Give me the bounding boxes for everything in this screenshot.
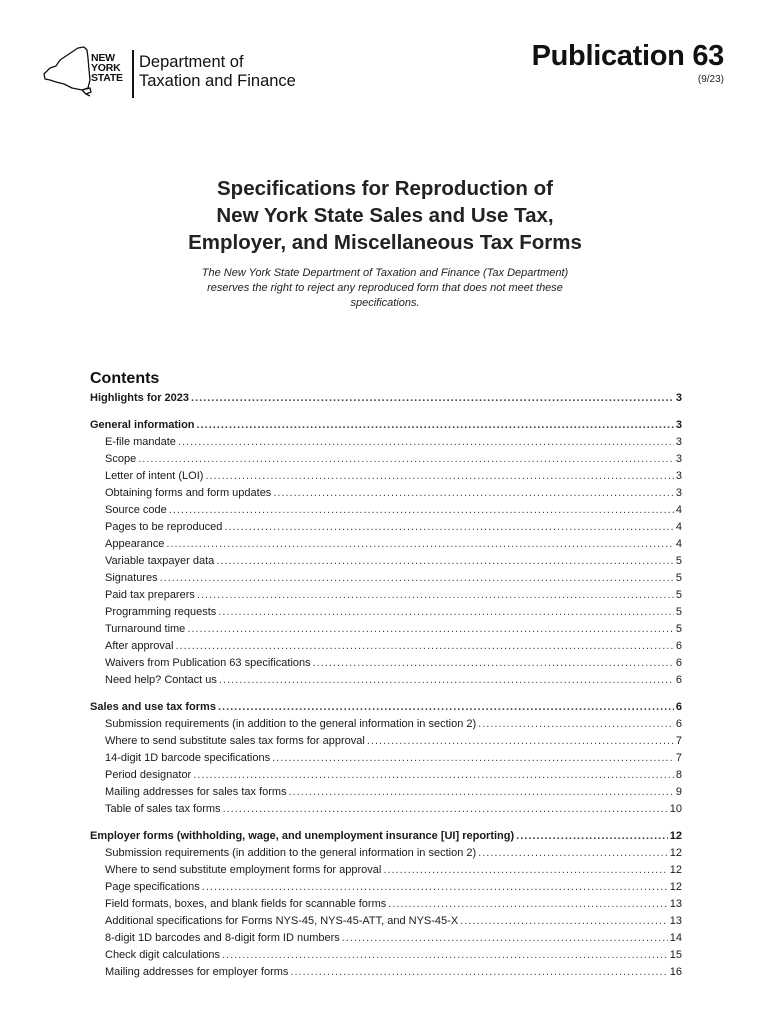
contents-heading: Contents (90, 370, 160, 387)
toc-entry[interactable] (90, 964, 682, 981)
dot-leader (187, 621, 674, 638)
dot-leader (313, 655, 674, 672)
dot-leader (272, 750, 674, 767)
toc-entry-page-number: 3 (675, 487, 682, 499)
toc-entry[interactable] (90, 638, 682, 655)
intro-line-1: The New York State Department of Taxation and Finance (Tax Department) (201, 267, 569, 279)
dot-leader (460, 913, 668, 930)
page-header (0, 0, 770, 110)
logo-divider (132, 50, 134, 98)
toc-entry-label: E-file mandate (105, 436, 176, 448)
logo-line-new: NEW (91, 52, 115, 64)
toc-entry-page-number: 5 (675, 589, 682, 601)
toc-entry-label: Page specifications (105, 881, 200, 893)
toc-entry-page-number: 3 (675, 392, 682, 404)
dot-leader (218, 604, 674, 621)
toc-entry-page-number: 13 (669, 915, 682, 927)
toc-entry-label: After approval (105, 640, 174, 652)
toc-entry-page-number: 14 (669, 932, 682, 944)
toc-entry-label: Submission requirements (in addition to the general information in section 2) (105, 847, 477, 859)
toc-entry-label: Period designator (105, 769, 192, 781)
new-york-state-map-icon (42, 44, 92, 100)
toc-entry-label: Letter of intent (LOI) (105, 470, 204, 482)
department-name (139, 53, 296, 91)
dot-leader (516, 828, 668, 845)
toc-entry-label: Field formats, boxes, and blank fields for scannable forms (105, 898, 387, 910)
toc-entry-label: 8-digit 1D barcodes and 8-digit form ID numbers (105, 932, 340, 944)
toc-entry-page-number: 12 (669, 847, 682, 859)
toc-entry-label: Scope (105, 453, 137, 465)
publication-date: (9/23) (697, 74, 724, 85)
toc-entry[interactable] (90, 519, 682, 536)
toc-entry-label: Variable taxpayer data (105, 555, 215, 567)
toc-entry-page-number: 5 (675, 606, 682, 618)
dot-leader (290, 964, 667, 981)
toc-entry-page-number: 7 (675, 752, 682, 764)
toc-entry-page-number: 6 (675, 674, 682, 686)
toc-entry[interactable] (90, 750, 682, 767)
title-line-3: Employer, and Miscellaneous Tax Forms (188, 231, 582, 254)
logo-line-state: STATE (91, 72, 123, 84)
toc-entry-label: Check digit calculations (105, 949, 220, 961)
toc-section-heading[interactable] (90, 699, 682, 716)
toc-entry-label: Need help? Contact us (105, 674, 217, 686)
toc-entry[interactable] (90, 451, 682, 468)
intro-line-2: reserves the right to reject any reproduced form that does not meet these (207, 282, 563, 294)
intro-line-3: specifications. (350, 297, 420, 309)
toc-entry-page-number: 15 (669, 949, 682, 961)
toc-entry-page-number: 3 (675, 470, 682, 482)
nys-logo-text (91, 53, 123, 83)
dot-leader (367, 733, 674, 750)
toc-entry-label: 14-digit 1D barcode specifications (105, 752, 271, 764)
toc-entry-label: Mailing addresses for employer forms (105, 966, 289, 978)
dot-leader (224, 519, 673, 536)
toc-entry-page-number: 5 (675, 623, 682, 635)
toc-entry-label: Employer forms (withholding, wage, and unemployment insurance [UI] reporting) (90, 830, 515, 842)
toc-entry-label: Paid tax preparers (105, 589, 195, 601)
dot-leader (222, 947, 668, 964)
toc-entry[interactable] (90, 879, 682, 896)
toc-section-heading[interactable] (90, 828, 682, 845)
toc-entry-page-number: 5 (675, 572, 682, 584)
toc-entry-page-number: 4 (675, 538, 682, 550)
toc-entry[interactable] (90, 621, 682, 638)
dot-leader (216, 553, 674, 570)
toc-entry-label: Source code (105, 504, 167, 516)
toc-entry-label: Submission requirements (in addition to the general information in section 2) (105, 718, 477, 730)
logo-line-york: YORK (91, 62, 121, 74)
dot-leader (478, 716, 674, 733)
dot-leader (193, 767, 674, 784)
toc-entry-page-number: 3 (675, 419, 682, 431)
dot-leader (197, 417, 674, 434)
toc-section-heading[interactable] (90, 390, 682, 407)
toc-entry-label: Table of sales tax forms (105, 803, 221, 815)
toc-entry-page-number: 12 (669, 864, 682, 876)
dot-leader (273, 485, 674, 502)
dot-leader (219, 672, 674, 689)
toc-entry-label: Pages to be reproduced (105, 521, 223, 533)
dot-leader (478, 845, 668, 862)
document-title (100, 175, 670, 256)
toc-entry[interactable] (90, 434, 682, 451)
title-line-1: Specifications for Reproduction of (217, 177, 553, 200)
intro-statement (150, 266, 620, 311)
toc-entry-page-number: 3 (675, 436, 682, 448)
table-of-contents (90, 390, 682, 991)
toc-section (90, 417, 682, 689)
toc-entry[interactable] (90, 604, 682, 621)
toc-entry-page-number: 4 (675, 521, 682, 533)
toc-entry-page-number: 9 (675, 786, 682, 798)
toc-entry[interactable] (90, 587, 682, 604)
dot-leader (169, 502, 674, 519)
title-line-2: New York State Sales and Use Tax, (216, 204, 554, 227)
toc-entry-label: Highlights for 2023 (90, 392, 190, 404)
toc-entry-label: Obtaining forms and form updates (105, 487, 272, 499)
toc-entry[interactable] (90, 767, 682, 784)
toc-entry[interactable] (90, 502, 682, 519)
dot-leader (138, 451, 674, 468)
department-line-1: Department of (139, 53, 244, 71)
toc-section (90, 390, 682, 407)
toc-entry-page-number: 16 (669, 966, 682, 978)
toc-entry-page-number: 12 (669, 830, 682, 842)
department-line-2: Taxation and Finance (139, 72, 296, 90)
dot-leader (166, 536, 674, 553)
toc-section (90, 828, 682, 981)
toc-entry[interactable] (90, 468, 682, 485)
toc-entry-page-number: 6 (675, 657, 682, 669)
toc-entry-page-number: 4 (675, 504, 682, 516)
toc-entry[interactable] (90, 570, 682, 587)
toc-entry-page-number: 6 (675, 718, 682, 730)
toc-entry[interactable] (90, 862, 682, 879)
toc-entry[interactable] (90, 485, 682, 502)
dot-leader (383, 862, 667, 879)
toc-entry[interactable] (90, 896, 682, 913)
toc-entry-page-number: 7 (675, 735, 682, 747)
publication-title: Publication 63 (531, 40, 724, 72)
toc-entry[interactable] (90, 913, 682, 930)
toc-entry-page-number: 6 (675, 640, 682, 652)
toc-entry[interactable] (90, 536, 682, 553)
toc-entry[interactable] (90, 845, 682, 862)
toc-entry-label: Turnaround time (105, 623, 186, 635)
toc-entry-label: Sales and use tax forms (90, 701, 216, 713)
dot-leader (202, 879, 668, 896)
toc-entry-page-number: 12 (669, 881, 682, 893)
toc-entry-label: Additional specifications for Forms NYS-45, NYS-45-ATT, and NYS-45-X (105, 915, 459, 927)
dot-leader (191, 390, 674, 407)
nys-logo (42, 44, 142, 100)
toc-entry[interactable] (90, 716, 682, 733)
toc-entry[interactable] (90, 733, 682, 750)
toc-entry-page-number: 8 (675, 769, 682, 781)
toc-entry-label: Programming requests (105, 606, 217, 618)
toc-entry-page-number: 10 (669, 803, 682, 815)
toc-entry-page-number: 6 (675, 701, 682, 713)
toc-entry[interactable] (90, 930, 682, 947)
dot-leader (175, 638, 673, 655)
dot-leader (289, 784, 674, 801)
toc-entry-page-number: 3 (675, 453, 682, 465)
toc-entry-label: Signatures (105, 572, 158, 584)
toc-entry[interactable] (90, 784, 682, 801)
toc-section-heading[interactable] (90, 417, 682, 434)
dot-leader (205, 468, 673, 485)
toc-entry[interactable] (90, 553, 682, 570)
dot-leader (388, 896, 668, 913)
dot-leader (218, 699, 674, 716)
toc-entry-label: Waivers from Publication 63 specifications (105, 657, 311, 669)
dot-leader (223, 801, 668, 818)
toc-entry-label: Appearance (105, 538, 165, 550)
toc-entry[interactable] (90, 801, 682, 818)
toc-entry-page-number: 5 (675, 555, 682, 567)
toc-entry[interactable] (90, 672, 682, 689)
dot-leader (342, 930, 668, 947)
toc-entry[interactable] (90, 655, 682, 672)
toc-entry[interactable] (90, 947, 682, 964)
toc-entry-label: Where to send substitute sales tax forms for approval (105, 735, 365, 747)
toc-entry-label: Where to send substitute employment forms for approval (105, 864, 382, 876)
toc-section (90, 699, 682, 818)
toc-entry-page-number: 13 (669, 898, 682, 910)
toc-entry-label: General information (90, 419, 195, 431)
dot-leader (197, 587, 674, 604)
toc-entry-label: Mailing addresses for sales tax forms (105, 786, 287, 798)
dot-leader (178, 434, 674, 451)
dot-leader (160, 570, 674, 587)
